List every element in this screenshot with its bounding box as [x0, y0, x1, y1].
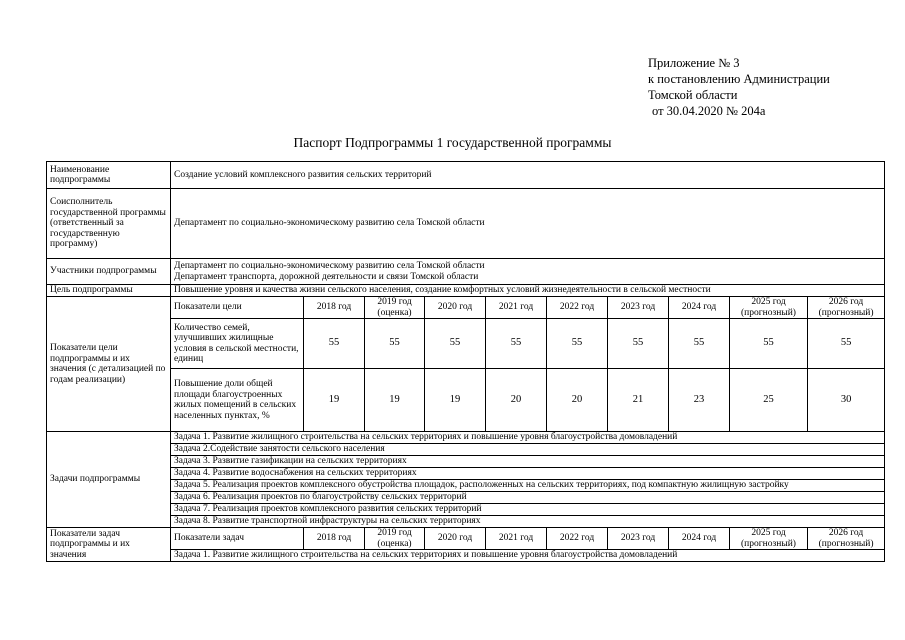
- indicator-value: 55: [304, 319, 365, 369]
- annex-date: от 30.04.2020 № 204а: [652, 104, 766, 118]
- task-row: [47, 456, 885, 468]
- year-header: 2026 год (прогнозный): [808, 528, 885, 550]
- task-item: Задача 3. Развитие газификации на сельских территориях: [171, 456, 885, 468]
- task-row: [47, 504, 885, 516]
- row-indicators-header: [47, 297, 885, 319]
- indicator-value: 55: [808, 319, 885, 369]
- indicator-row: [47, 319, 885, 369]
- task-row: [47, 516, 885, 528]
- indicator-value: 21: [608, 369, 669, 432]
- participant-1: Департамент по социально-экономическому развитию села Томской области: [174, 261, 485, 271]
- task-item: Задача 1. Развитие жилищного строительства на сельских территориях и повышение уровня благоустройства домовладений: [171, 432, 885, 444]
- year-header: 2022 год: [547, 528, 608, 550]
- indicator-value: 20: [486, 369, 547, 432]
- name-label: Наименование подпрограммы: [47, 162, 171, 189]
- indicator-value: 55: [425, 319, 486, 369]
- annex-number: Приложение № 3: [648, 56, 740, 70]
- indicator-value: 23: [669, 369, 730, 432]
- task-row: [47, 480, 885, 492]
- year-header: 2025 год (прогнозный): [730, 528, 808, 550]
- year-header: 2021 год: [486, 528, 547, 550]
- indicator-value: 19: [365, 369, 425, 432]
- task-indicator-row: [47, 550, 885, 562]
- row-name: [47, 162, 885, 189]
- row-task-indicators-header: [47, 528, 885, 550]
- task-item: Задача 6. Реализация проектов по благоустройству сельских территорий: [171, 492, 885, 504]
- coexecutor-value: Департамент по социально-экономическому развитию села Томской области: [171, 189, 885, 259]
- task-item: Задача 4. Развитие водоснабжения на сельских территориях: [171, 468, 885, 480]
- task-item: Задача 7. Реализация проектов комплексного развития сельских территорий: [171, 504, 885, 516]
- year-header: 2024 год: [669, 528, 730, 550]
- year-header: 2020 год: [425, 528, 486, 550]
- year-header: 2020 год: [425, 297, 486, 319]
- year-header: 2022 год: [547, 297, 608, 319]
- task-row: [47, 492, 885, 504]
- indicator-value: 55: [608, 319, 669, 369]
- indicator-value: 19: [425, 369, 486, 432]
- year-header: 2023 год: [608, 528, 669, 550]
- annex-resolution: к постановлению Администрации: [648, 72, 830, 86]
- year-header: 2024 год: [669, 297, 730, 319]
- indicator-value: 55: [547, 319, 608, 369]
- document-title: Паспорт Подпрограммы 1 государственной программы: [293, 135, 612, 150]
- task-row: [47, 432, 885, 444]
- year-header: 2025 год (прогнозный): [730, 297, 808, 319]
- indicator-value: 55: [730, 319, 808, 369]
- indicator-value: 25: [730, 369, 808, 432]
- indicator-row: [47, 369, 885, 432]
- indicator-value: 55: [669, 319, 730, 369]
- row-coexecutor: [47, 189, 885, 259]
- annex-region: Томской области: [648, 88, 738, 102]
- coexecutor-label: Соисполнитель государственной программы (ответственный за государственную программу): [47, 189, 171, 259]
- year-header: 2023 год: [608, 297, 669, 319]
- participant-2: Департамент транспорта, дорожной деятельности и связи Томской области: [174, 271, 479, 282]
- task-indicators-header: Показатели задач: [171, 528, 304, 550]
- year-header: 2019 год (оценка): [365, 297, 425, 319]
- passport-table: [46, 161, 885, 562]
- task-row: [47, 468, 885, 480]
- task-indicator-item: Задача 1. Развитие жилищного строительства на сельских территориях и повышение уровня благоустройства домовладений: [171, 550, 885, 562]
- task-item: Задача 8. Развитие транспортной инфраструктуры на сельских территориях: [171, 516, 885, 528]
- tasks-label: Задачи подпрограммы: [47, 432, 171, 528]
- indicator-value: 20: [547, 369, 608, 432]
- participants-value: [171, 259, 885, 285]
- goal-value: Повышение уровня и качества жизни сельского населения, создание комфортных условий жизнедеятельности в сельской местности: [171, 285, 885, 297]
- year-header: 2019 год (оценка): [365, 528, 425, 550]
- indicator-name: Повышение доли общей площади благоустроенных жилых помещений в сельских населенных пунктах, %: [171, 369, 304, 432]
- task-item: Задача 2.Содействие занятости сельского населения: [171, 444, 885, 456]
- task-item: Задача 5. Реализация проектов комплексного обустройства площадок, расположенных на сельских территориях, под компактную жилищную застройку: [171, 480, 885, 492]
- row-goal: [47, 285, 885, 297]
- year-header: 2026 год (прогнозный): [808, 297, 885, 319]
- goal-label: Цель подпрограммы: [47, 285, 171, 297]
- indicators-header: Показатели цели: [171, 297, 304, 319]
- task-row: [47, 444, 885, 456]
- indicator-name: Количество семей, улучшивших жилищные условия в сельской местности, единиц: [171, 319, 304, 369]
- row-participants: [47, 259, 885, 285]
- indicator-value: 55: [486, 319, 547, 369]
- indicator-value: 30: [808, 369, 885, 432]
- task-indicators-label: Показатели задач подпрограммы и их значения: [47, 528, 171, 562]
- participants-label: Участники подпрограммы: [47, 259, 171, 285]
- indicator-value: 19: [304, 369, 365, 432]
- indicators-label: Показатели цели подпрограммы и их значения (с детализацией по годам реализации): [47, 297, 171, 432]
- annex-block: [648, 55, 830, 119]
- name-value: Создание условий комплексного развития сельских территорий: [171, 162, 885, 189]
- year-header: 2021 год: [486, 297, 547, 319]
- year-header: 2018 год: [304, 297, 365, 319]
- indicator-value: 55: [365, 319, 425, 369]
- year-header: 2018 год: [304, 528, 365, 550]
